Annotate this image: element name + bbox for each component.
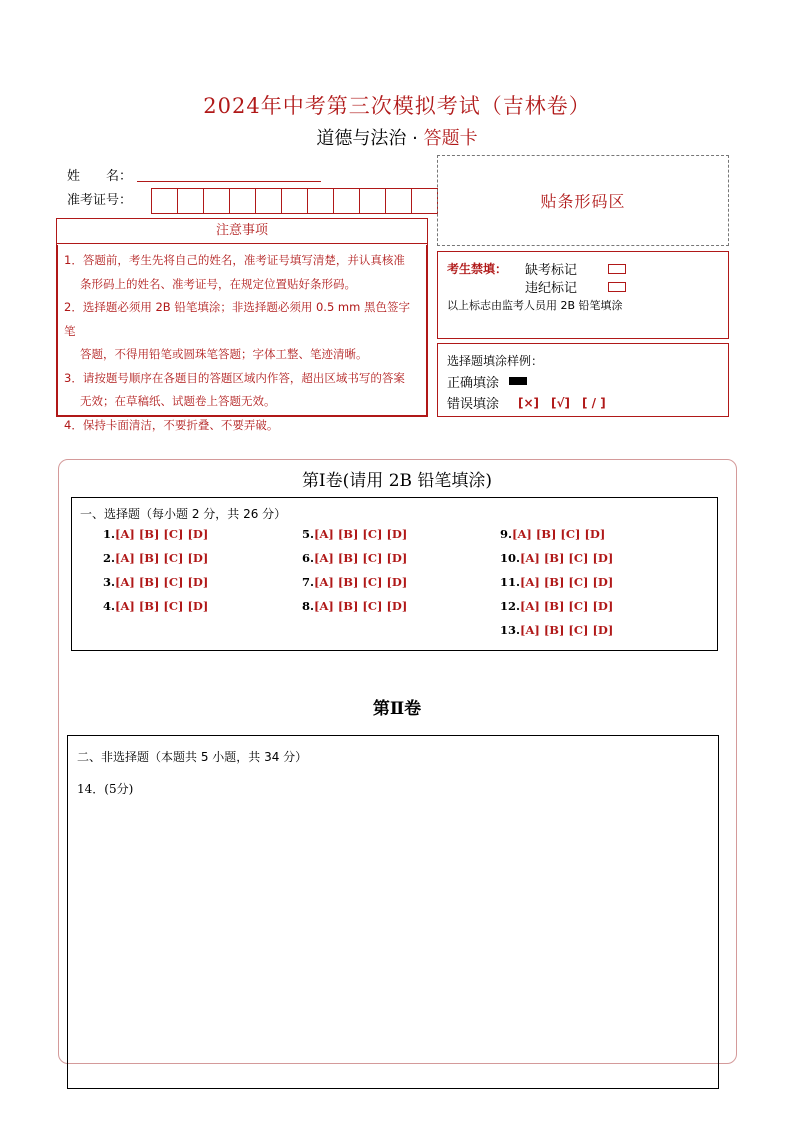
question-number: 5.: [302, 527, 315, 541]
violation-checkbox[interactable]: [608, 282, 626, 292]
question-row[interactable]: [500, 599, 613, 613]
question-number: 11.: [500, 575, 521, 589]
question-options[interactable]: [A] [B] [C] [D]: [115, 527, 209, 541]
forbid-note: 以上标志由监考人员用 2B 铅笔填涂: [447, 299, 623, 312]
notice-line-cont: 答题，不得用铅笔或圆珠笔答题；字体工整、笔迹清晰。: [80, 347, 368, 361]
id-digit-box[interactable]: [333, 188, 360, 214]
question-number: 2.: [103, 551, 116, 565]
id-label: 准考证号：: [67, 193, 133, 208]
question-row[interactable]: [103, 599, 208, 613]
question-14-label: 14．(5分): [77, 782, 134, 796]
question-row[interactable]: [500, 623, 613, 637]
question-options[interactable]: [A] [B] [C] [D]: [115, 551, 209, 565]
question-options[interactable]: [A] [B] [C] [D]: [115, 599, 209, 613]
question-row[interactable]: [500, 527, 605, 541]
question-number: 6.: [302, 551, 315, 565]
question-number: 7.: [302, 575, 315, 589]
question-row[interactable]: [302, 527, 407, 541]
choice-section-title: 一、选择题（每小题 2 分，共 26 分）: [80, 507, 287, 521]
id-digit-box[interactable]: [177, 188, 204, 214]
id-digit-box[interactable]: [385, 188, 412, 214]
id-digit-box[interactable]: [281, 188, 308, 214]
question-number: 10.: [500, 551, 521, 565]
violation-label: 违纪标记: [525, 281, 578, 296]
fill-example-title: 选择题填涂样例：: [447, 354, 544, 368]
question-number: 1.: [103, 527, 116, 541]
question-options[interactable]: [A] [B] [C] [D]: [115, 575, 209, 589]
fill-example-box: [437, 343, 729, 417]
notice-line: 3．请按题号顺序在各题目的答题区域内作答，超出区域书写的答案: [64, 370, 405, 385]
notice-item: [64, 414, 420, 438]
question-options[interactable]: [A] [B] [C] [D]: [520, 599, 614, 613]
question-number: 4.: [103, 599, 116, 613]
id-digit-box[interactable]: [411, 188, 438, 214]
id-digit-box[interactable]: [229, 188, 256, 214]
page-title: 2024年中考第三次模拟考试（吉林卷）: [203, 94, 591, 118]
part1-title: 第Ⅰ卷(请用 2B 铅笔填涂): [301, 471, 493, 491]
notice-line: 4．保持卡面清洁，不要折叠、不要弄破。: [64, 417, 279, 432]
question-row[interactable]: [302, 599, 407, 613]
question-options[interactable]: [A] [B] [C] [D]: [314, 599, 408, 613]
question-number: 13.: [500, 623, 521, 637]
page-subtitle: [0, 124, 794, 150]
id-digit-box[interactable]: [151, 188, 178, 214]
question-options[interactable]: [A] [B] [C] [D]: [512, 527, 606, 541]
question-options[interactable]: [A] [B] [C] [D]: [314, 551, 408, 565]
wrong-fill-label: 错误填涂: [447, 397, 500, 412]
notice-item: [64, 367, 420, 414]
question-options[interactable]: [A] [B] [C] [D]: [314, 575, 408, 589]
question-row[interactable]: [103, 575, 208, 589]
question-row[interactable]: [302, 575, 407, 589]
notice-title: 注意事项: [57, 219, 427, 244]
notice-body: [57, 245, 427, 432]
id-digit-box[interactable]: [255, 188, 282, 214]
absent-checkbox[interactable]: [608, 264, 626, 274]
notice-line: 1．答题前，考生先将自己的姓名，准考证号填写清楚，并认真核准: [64, 253, 405, 267]
question-row[interactable]: [103, 551, 208, 565]
id-digit-box[interactable]: [307, 188, 334, 214]
name-label: 姓 名：: [67, 169, 133, 184]
part2-title: 第Ⅱ卷: [372, 699, 422, 719]
barcode-area: 贴条形码区: [437, 155, 729, 246]
question-options[interactable]: [A] [B] [C] [D]: [520, 575, 614, 589]
question-row[interactable]: [500, 551, 613, 565]
id-boxes[interactable]: [152, 188, 438, 214]
question-options[interactable]: [A] [B] [C] [D]: [520, 551, 614, 565]
nonchoice-section-title: 二、非选择题（本题共 5 小题，共 34 分）: [77, 750, 308, 764]
notice-item: [64, 249, 420, 296]
question-options[interactable]: [A] [B] [C] [D]: [314, 527, 408, 541]
subtitle-dot: ·: [412, 128, 418, 149]
name-field[interactable]: [137, 179, 321, 182]
notice-line: 2．选择题必须用 2B 铅笔填涂；非选择题必须用 0.5 mm 黑色签字笔: [64, 300, 410, 338]
forbid-box: [437, 251, 729, 339]
question-number: 3.: [103, 575, 116, 589]
absent-label: 缺考标记: [525, 263, 578, 278]
id-digit-box[interactable]: [359, 188, 386, 214]
notice-line-cont: 无效；在草稿纸、试题卷上答题无效。: [80, 394, 276, 408]
correct-fill-mark: [509, 377, 527, 385]
notice-item: [64, 296, 420, 367]
correct-fill-label: 正确填涂: [447, 376, 500, 391]
id-digit-box[interactable]: [203, 188, 230, 214]
notice-box: [56, 218, 428, 432]
question-number: 12.: [500, 599, 521, 613]
notice-line-cont: 条形码上的姓名、准考证号，在规定位置贴好条形码。: [80, 276, 356, 291]
wrong-fill-marks: [×] [√] [ / ]: [518, 396, 606, 410]
question-number: 8.: [302, 599, 315, 613]
question-row[interactable]: [302, 551, 407, 565]
question-options[interactable]: [A] [B] [C] [D]: [520, 623, 614, 637]
question-row[interactable]: [103, 527, 208, 541]
question-row[interactable]: [500, 575, 613, 589]
question-number: 9.: [500, 527, 513, 541]
answer-area[interactable]: [67, 735, 719, 1089]
forbid-label: 考生禁填：: [447, 262, 508, 276]
subtitle-sub: 答题卡: [423, 128, 478, 149]
subject-name: 道德与法治: [316, 128, 407, 149]
